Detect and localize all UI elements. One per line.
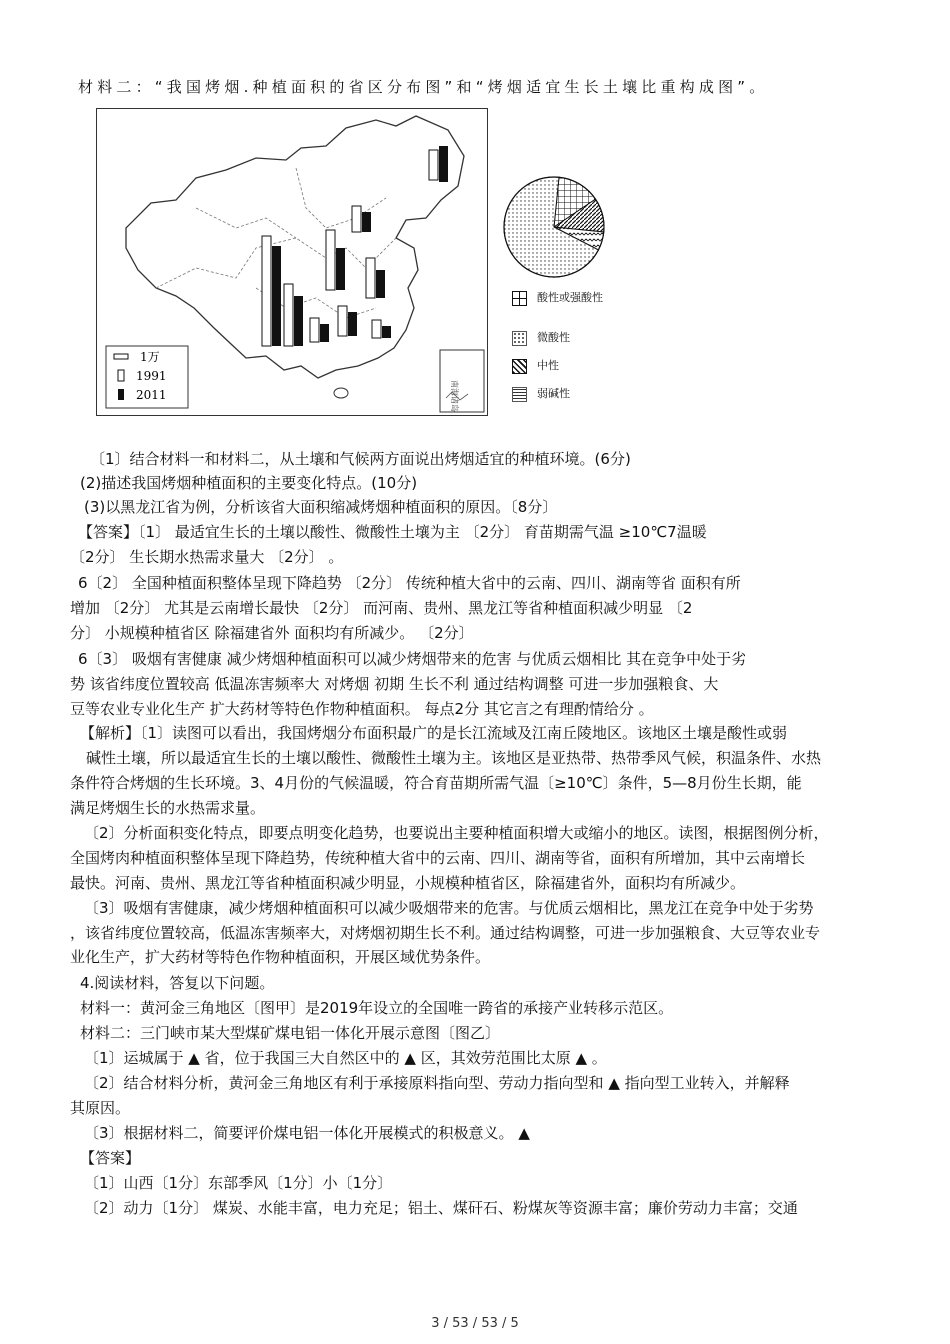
question-2: (2)描述我国烤烟种植面积的主要变化特点。(10分) (80, 474, 418, 492)
pie-legend-neutral-label: 中性 (537, 359, 559, 372)
map-svg (96, 108, 488, 416)
map-legend-1991: 1991 (136, 369, 167, 383)
analysis-line-10: 业化生产，扩大药材等特色作物种植面积，开展区域优势条件。 (70, 948, 491, 966)
question-3: (3)以黑龙江省为例，分析该省大面积缩减烤烟种植面积的原因。〔8分〕 (84, 498, 558, 516)
answer-line-8: 豆等农业专业化生产 扩大药材等特色作物种植面积。 每点2分 其它言之有理酌情给分 。 (70, 700, 654, 718)
answer-line-6: 6〔3〕 吸烟有害健康 减少烤烟种植面积可以减少烤烟带来的危害 与优质云烟相比 其在竞争中处于劣 (78, 650, 747, 668)
material-title: 材料二：“我国烤烟.种植面积的省区分布图”和“烤烟适宜生长土壤比重构成图”。 (78, 78, 769, 96)
soil-pie-chart (492, 172, 622, 412)
pie-legend-acidic-label: 酸性或强酸性 (537, 291, 603, 304)
analysis-line-8: 〔3〕吸烟有害健康，减少烤烟种植面积可以减少吸烟带来的危害。与优质云烟相比，黑龙江在竞争中处于劣势 (84, 899, 814, 917)
analysis-line-6: 全国烤肉种植面积整体呈现下降趋势，传统种植大省中的云南、四川、湖南等省，面积有所增加，其中云南增长 (70, 849, 806, 867)
map-legend-2011: 2011 (136, 388, 167, 402)
map-legend-unit: 1万 (140, 350, 160, 364)
analysis-line-3: 条件符合烤烟的生长环境。3、4月份的气候温暖，符合育苗期所需气温〔≥10℃〕条件，5—8月份生长期，能 (70, 774, 802, 792)
analysis-line-9: ，该省纬度位置较高，低温冻害频率大，对烤烟初期生长不利。通过结构调整，可进一步加强粮食、大豆等农业专 (70, 924, 821, 942)
question-4-heading: 4.阅读材料，答复以下问题。 (80, 974, 275, 992)
material-1: 材料一：黄河金三角地区〔图甲〕是2019年设立的全国唯一跨省的承接产业转移示范区。 (80, 999, 674, 1017)
acidic-swatch (512, 291, 527, 306)
pie-legend-slightly-acidic-label: 微酸性 (537, 331, 570, 344)
pie-legend-neutral (512, 358, 559, 374)
pie-legend-alkaline (512, 386, 570, 402)
answer-line-2: 〔2分〕 生长期水热需求量大 〔2分〕 。 (70, 548, 344, 566)
q4-part-1: 〔1〕运城属于 ▲ 省，位于我国三大自然区中的 ▲ 区，其效劳范围比太原 ▲ 。 (84, 1049, 607, 1067)
analysis-line-7: 最快。河南、贵州、黑龙江等省种植面积减少明显，小规模种植省区，除福建省外，面积均有所减少。 (70, 874, 746, 892)
q4-part-3: 〔3〕根据材料二，简要评价煤电铝一体化开展模式的积极意义。 ▲ (84, 1124, 530, 1142)
answer-line-4: 增加 〔2分〕 尤其是云南增长最快 〔2分〕 而河南、贵州、黑龙江等省种植面积减少明显 〔2 (70, 599, 693, 617)
page-footer: 3 / 53 / 53 / 5 (431, 1316, 519, 1331)
neutral-swatch (512, 359, 527, 374)
question-1: 〔1〕结合材料一和材料二，从土壤和气候两方面说出烤烟适宜的种植环境。(6分) (90, 450, 631, 468)
alkaline-swatch (512, 387, 527, 402)
analysis-line-1: 【解析】〔1〕读图可以看出，我国烤烟分布面积最广的是长江流域及江南丘陵地区。该地区土壤是酸性或弱 (80, 724, 788, 742)
q4-answer-2: 〔2〕动力〔1分〕 煤炭、水能丰富，电力充足；铝土、煤矸石、粉煤灰等资源丰富；廉价劳动力丰富；交通 (84, 1199, 798, 1217)
pie-svg (492, 172, 622, 282)
analysis-line-4: 满足烤烟生长的水热需求量。 (70, 799, 266, 817)
pie-legend-alkaline-label: 弱碱性 (537, 387, 570, 400)
slightly-acidic-swatch (512, 331, 527, 346)
pie-legend-acidic (512, 290, 603, 306)
q4-answer-1: 〔1〕山西〔1分〕东部季风〔1分〕小〔1分〕 (84, 1174, 393, 1192)
answer-line-3: 6〔2〕 全国种植面积整体呈现下降趋势 〔2分〕 传统种植大省中的云南、四川、湖南等省 面积有所 (78, 574, 741, 592)
answer-line-1: 【答案】〔1〕 最适宜生长的土壤以酸性、微酸性土壤为主 〔2分〕 育苗期需气温 ≥10℃7温暖 (78, 523, 707, 541)
pie-legend-slightly-acidic (512, 330, 570, 346)
china-tobacco-map (96, 108, 488, 416)
inset-label: 南海诸岛 (450, 380, 459, 412)
q4-part-2-cont: 其原因。 (70, 1099, 131, 1117)
material-2: 材料二：三门峡市某大型煤矿煤电铝一体化开展示意图〔图乙〕 (80, 1024, 501, 1042)
analysis-line-2: 碱性土壤，所以最适宜生长的土壤以酸性、微酸性土壤为主。该地区是亚热带、热带季风气候，积温条件、水热 (86, 749, 822, 767)
answer-line-7: 势 该省纬度位置较高 低温冻害频率大 对烤烟 初期 生长不利 通过结构调整 可进一步加强粮食、大 (70, 675, 719, 693)
answer-line-5: 分〕 小规模种植省区 除福建省外 面积均有所减少。 〔2分〕 (70, 624, 474, 642)
q4-answer-label: 【答案】 (80, 1149, 141, 1167)
analysis-line-5: 〔2〕分析面积变化特点，即要点明变化趋势，也要说出主要种植面积增大或缩小的地区。读图，根据图例分析， (84, 824, 829, 842)
q4-part-2: 〔2〕结合材料分析，黄河金三角地区有利于承接原料指向型、劳动力指向型和 ▲ 指向型工业转入，并解释 (84, 1074, 790, 1092)
